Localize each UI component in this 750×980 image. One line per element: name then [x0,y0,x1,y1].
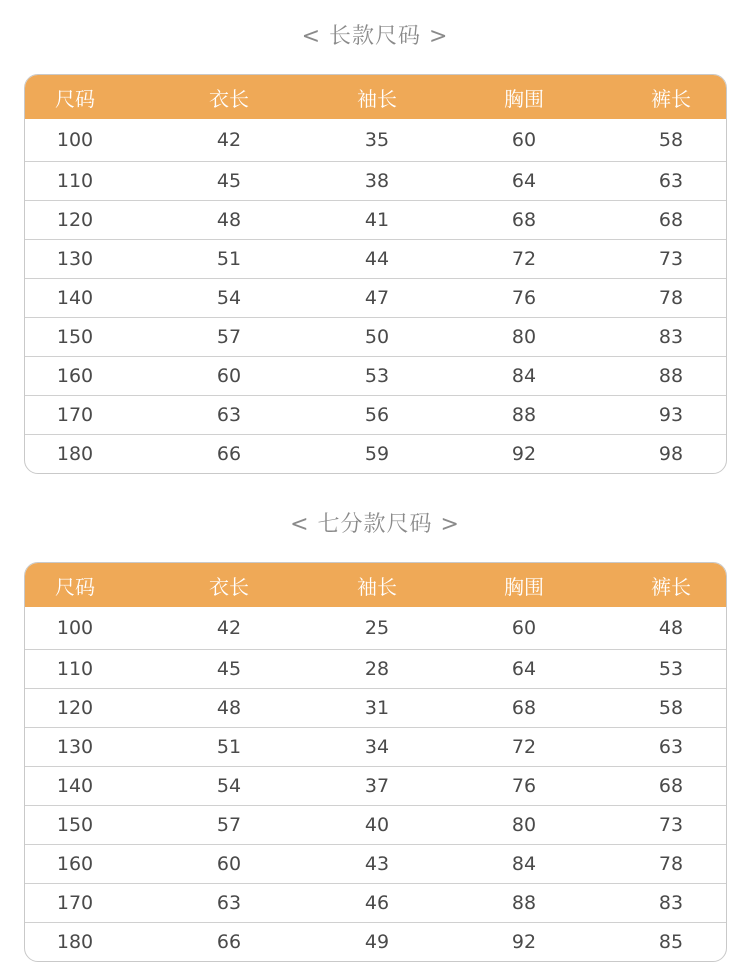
cell-top-length: 45 [216,170,242,192]
cell-sleeve-length: 35 [364,129,390,151]
cell-pants-length: 98 [658,443,684,465]
cell-sleeve-length: 43 [364,853,390,875]
table-row [25,649,726,688]
table-row [25,278,726,317]
cell-pants-length: 68 [658,209,684,231]
cell-size: 160 [56,853,94,875]
cell-top-length: 66 [216,931,242,953]
table-row [25,805,726,844]
cell-size: 160 [56,365,94,387]
cell-sleeve-length: 47 [364,287,390,309]
cell-sleeve-length: 44 [364,248,390,270]
cell-size: 140 [56,775,94,797]
cell-size: 150 [56,814,94,836]
cell-chest: 64 [511,658,537,680]
cropped-style-size-title: < 七分款尺码 > [290,512,460,537]
cell-top-length: 48 [216,209,242,231]
cell-sleeve-length: 53 [364,365,390,387]
cell-top-length: 48 [216,697,242,719]
cell-top-length: 66 [216,443,242,465]
header-size: 尺码 [55,574,95,599]
cell-top-length: 54 [216,775,242,797]
header-pants-length: 裤长 [651,86,691,111]
cell-sleeve-length: 56 [364,404,390,426]
cell-top-length: 63 [216,892,242,914]
cell-pants-length: 63 [658,736,684,758]
cell-size: 150 [56,326,94,348]
cell-chest: 72 [511,736,537,758]
cell-sleeve-length: 25 [364,617,390,639]
cell-size: 180 [56,443,94,465]
table-row [25,317,726,356]
cell-chest: 76 [511,287,537,309]
cell-chest: 72 [511,248,537,270]
cell-size: 170 [56,404,94,426]
cell-size: 100 [56,617,94,639]
cell-size: 130 [56,736,94,758]
cell-sleeve-length: 28 [364,658,390,680]
header-chest: 胸围 [504,86,544,111]
cell-pants-length: 83 [658,326,684,348]
cell-size: 120 [56,209,94,231]
cell-sleeve-length: 46 [364,892,390,914]
table-row [25,200,726,239]
long-style-table-body [25,119,726,473]
cell-top-length: 57 [216,814,242,836]
cell-top-length: 54 [216,287,242,309]
cell-pants-length: 88 [658,365,684,387]
long-style-size-title: < 长款尺码 > [301,24,449,49]
cropped-style-table-body [25,607,726,961]
cell-chest: 88 [511,404,537,426]
cell-size: 100 [56,129,94,151]
cell-pants-length: 73 [658,814,684,836]
header-top-length: 衣长 [209,86,249,111]
cell-pants-length: 78 [658,287,684,309]
cropped-style-size-table [24,562,727,962]
header-chest: 胸围 [504,574,544,599]
cell-size: 110 [56,658,94,680]
cell-pants-length: 78 [658,853,684,875]
table-row [25,239,726,278]
header-sleeve-length: 袖长 [357,86,397,111]
cell-top-length: 51 [216,736,242,758]
cell-top-length: 60 [216,365,242,387]
cell-pants-length: 53 [658,658,684,680]
cell-sleeve-length: 49 [364,931,390,953]
header-pants-length: 裤长 [651,574,691,599]
table-row [25,607,726,649]
cell-sleeve-length: 40 [364,814,390,836]
cell-sleeve-length: 50 [364,326,390,348]
cell-pants-length: 63 [658,170,684,192]
cell-size: 110 [56,170,94,192]
long-style-size-table [24,74,727,474]
cell-chest: 92 [511,931,537,953]
table-row [25,356,726,395]
cell-top-length: 63 [216,404,242,426]
cell-chest: 80 [511,814,537,836]
cell-chest: 64 [511,170,537,192]
cell-sleeve-length: 41 [364,209,390,231]
cell-chest: 92 [511,443,537,465]
cell-pants-length: 48 [658,617,684,639]
table-row [25,119,726,161]
cell-sleeve-length: 37 [364,775,390,797]
cell-pants-length: 68 [658,775,684,797]
table-row [25,688,726,727]
cell-chest: 68 [511,209,537,231]
cell-chest: 76 [511,775,537,797]
cell-size: 180 [56,931,94,953]
table-row [25,727,726,766]
header-top-length: 衣长 [209,574,249,599]
cell-size: 140 [56,287,94,309]
cell-pants-length: 73 [658,248,684,270]
cell-top-length: 57 [216,326,242,348]
header-size: 尺码 [55,86,95,111]
cell-size: 170 [56,892,94,914]
cell-chest: 80 [511,326,537,348]
table-row [25,922,726,961]
cell-sleeve-length: 34 [364,736,390,758]
cell-chest: 60 [511,617,537,639]
cell-chest: 68 [511,697,537,719]
header-sleeve-length: 袖长 [357,574,397,599]
table-row [25,434,726,473]
table-header-row [25,75,726,119]
cell-pants-length: 58 [658,697,684,719]
table-header-row [25,563,726,607]
table-row [25,844,726,883]
cell-chest: 84 [511,853,537,875]
cell-chest: 60 [511,129,537,151]
cell-size: 120 [56,697,94,719]
cell-top-length: 45 [216,658,242,680]
cell-pants-length: 58 [658,129,684,151]
table-row [25,161,726,200]
table-row [25,883,726,922]
cell-top-length: 42 [216,129,242,151]
cell-size: 130 [56,248,94,270]
cell-pants-length: 85 [658,931,684,953]
cell-sleeve-length: 31 [364,697,390,719]
cell-pants-length: 93 [658,404,684,426]
cell-top-length: 60 [216,853,242,875]
table-row [25,395,726,434]
cell-pants-length: 83 [658,892,684,914]
cell-chest: 84 [511,365,537,387]
cell-sleeve-length: 38 [364,170,390,192]
table-row [25,766,726,805]
cell-top-length: 42 [216,617,242,639]
cell-chest: 88 [511,892,537,914]
cell-sleeve-length: 59 [364,443,390,465]
cell-top-length: 51 [216,248,242,270]
